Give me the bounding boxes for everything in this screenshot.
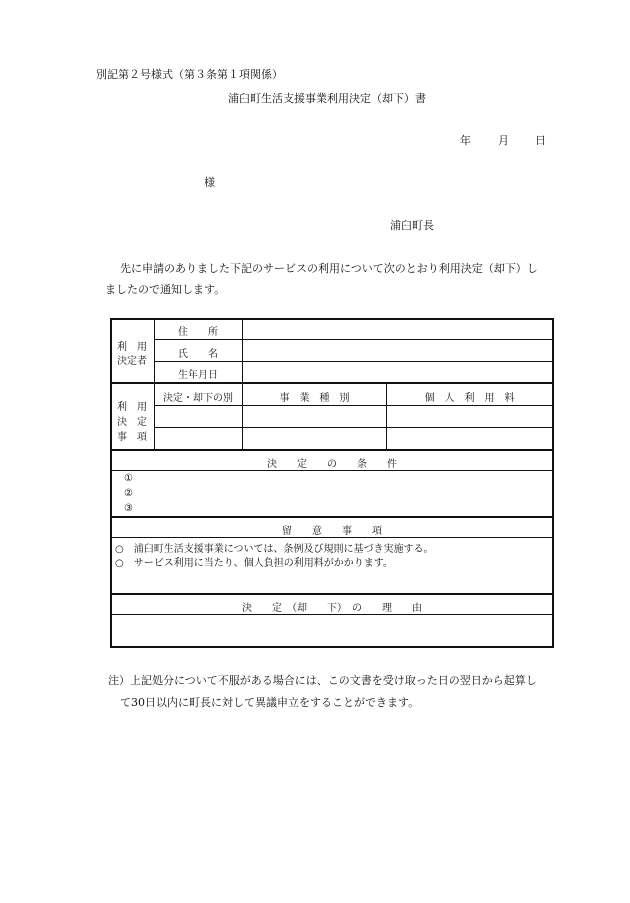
address-field[interactable]	[243, 320, 552, 339]
note-item-1: ○ 浦臼町生活支援事業については、条例及び規則に基づき実施する。	[115, 544, 434, 555]
date-day-label: 日	[535, 134, 546, 147]
col-fee-header: 個 人 利 用 料	[424, 393, 515, 404]
issuer: 浦臼町長	[390, 219, 434, 232]
form-number: 別記第２号様式（第３条第１項関係）	[96, 68, 283, 81]
decision-form-table	[110, 318, 554, 648]
date-year-label: 年	[460, 134, 471, 147]
decision-group-line-1: 利 用	[117, 402, 147, 413]
address-label: 住 所	[178, 327, 218, 338]
birthdate-field[interactable]	[243, 362, 552, 382]
condition-item-2: ②	[124, 488, 133, 499]
notes-header: 留 意 事 項	[282, 526, 382, 537]
reason-field[interactable]	[112, 615, 552, 646]
condition-item-3: ③	[124, 503, 133, 514]
conditions-header: 決 定 の 条 件	[267, 459, 397, 470]
name-label: 氏 名	[178, 349, 218, 360]
applicant-group-line-2: 決定者	[117, 356, 147, 367]
decision-group-line-3: 事 項	[117, 432, 147, 443]
recipient-suffix: 様	[204, 176, 215, 189]
footnote-line-1: 注）上記処分について不服がある場合には、この文書を受け取った日の翌日から起算し	[108, 674, 537, 687]
col-decision-header: 決定・却下の別	[163, 393, 233, 404]
intro-line-1: 先に申請のありました下記のサービスの利用について次のとおり利用決定（却下）し	[120, 262, 538, 275]
reason-header: 決 定 （却 下） の 理 由	[242, 603, 422, 614]
document-title: 浦臼町生活支援事業利用決定（却下）書	[228, 92, 426, 105]
note-item-2: ○ サービス利用に当たり、個人負担の利用料がかかります。	[115, 558, 393, 569]
decision-group-line-2: 決 定	[117, 417, 147, 428]
birthdate-label: 生年月日	[178, 370, 218, 381]
condition-item-1: ①	[124, 473, 133, 484]
name-field[interactable]	[243, 340, 552, 361]
intro-line-2: ましたので通知します。	[105, 283, 226, 296]
applicant-group-line-1: 利 用	[117, 342, 147, 353]
footnote-line-2: て30日以内に町長に対して異議申立をすることができます。	[120, 696, 420, 709]
date-month-label: 月	[498, 134, 509, 147]
col-service-type-header: 事 業 種 別	[279, 393, 350, 404]
